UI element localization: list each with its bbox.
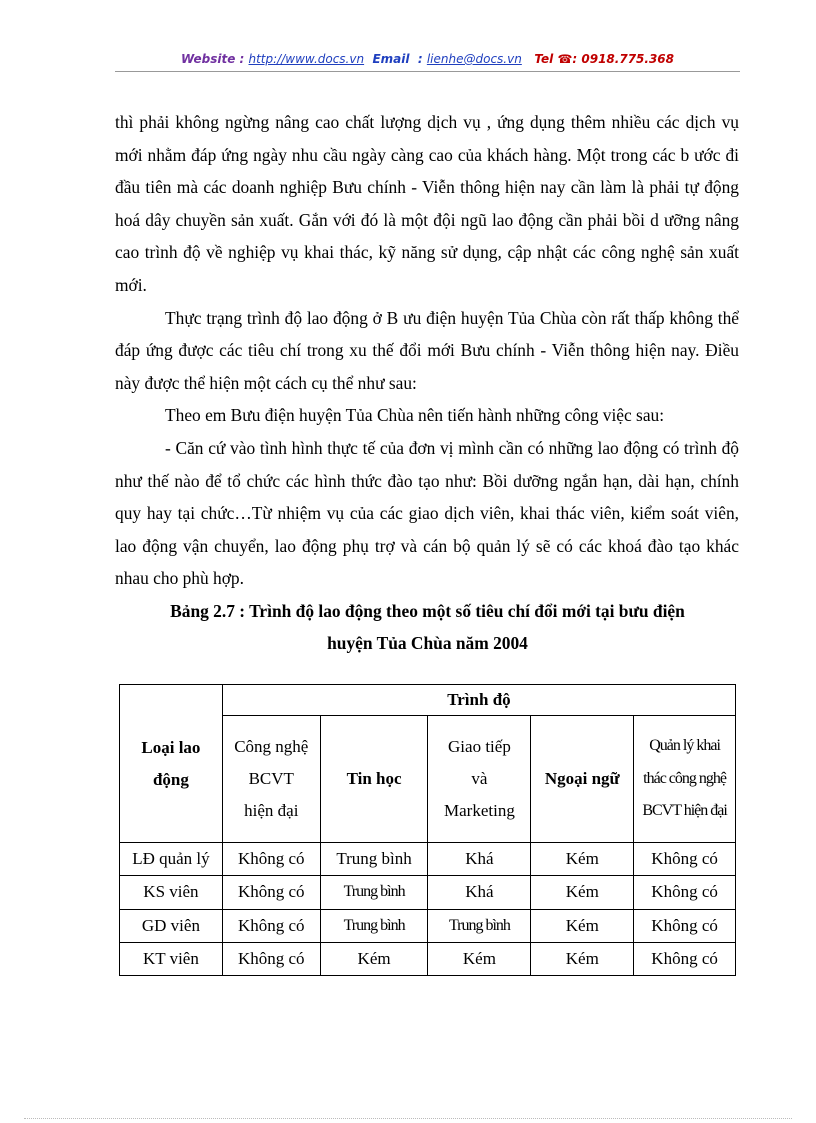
table-row-header: Loại lao động: [120, 685, 223, 843]
table-caption: [115, 595, 740, 659]
table-row: [120, 843, 736, 876]
table-cell: Trung bình: [428, 909, 531, 943]
page-bottom-border: [24, 1118, 792, 1119]
table-cell: Kém: [531, 909, 634, 943]
table-row: [120, 909, 736, 943]
paragraph-2: Thực trạng trình độ lao động ở B ưu điện huyện Tủa Chùa còn rất thấp không thể đáp ứng được các tiêu chí trong xu thế đổi mới Bưu chính - Viễn thông hiện nay. Điều này được thể hiện một cách cụ thể như sau:: [115, 307, 739, 393]
body-text: [115, 106, 739, 595]
table-cell: Khá: [428, 876, 531, 910]
table-row: [120, 876, 736, 910]
table-cell: Trung bình: [320, 876, 428, 910]
table-cell: Trung bình: [320, 909, 428, 943]
tel-value: : 0918.775.368: [572, 52, 674, 66]
table-cell: Không có: [634, 843, 736, 876]
table-cell: KT viên: [120, 943, 223, 976]
email-link[interactable]: lienhe@docs.vn: [426, 52, 522, 66]
table-cell: LĐ quản lý: [120, 843, 223, 876]
tel-label: Tel: [534, 52, 554, 66]
table-cell: Không có: [634, 909, 736, 943]
table-group-header: Trình độ: [222, 685, 735, 716]
email-separator: :: [417, 52, 423, 66]
table-cell: GD viên: [120, 909, 223, 943]
website-label: Website :: [181, 52, 245, 66]
table-caption-line-1: Bảng 2.7 : Trình độ lao động theo một số tiêu chí đổi mới tại bưu điện: [170, 601, 685, 621]
column-header: Ngoại ngữ: [531, 716, 634, 843]
table-cell: KS viên: [120, 876, 223, 910]
table-cell: Kém: [428, 943, 531, 976]
table-cell: Không có: [222, 943, 320, 976]
table-cell: Không có: [634, 876, 736, 910]
table-cell: Không có: [222, 909, 320, 943]
table-cell: Không có: [222, 843, 320, 876]
table-row: [120, 943, 736, 976]
column-header: Quản lý khai thác công nghệ BCVT hiện đại: [634, 716, 736, 843]
page-header: [115, 52, 740, 66]
table-cell: Kém: [531, 876, 634, 910]
paragraph-1: thì phải không ngừng nâng cao chất lượng dịch vụ , ứng dụng thêm nhiều các dịch vụ mới nhằm đáp ứng ngày nhu cầu ngày càng cao của khách hàng. Một trong các b ước đi đầu tiên mà các doanh nghiệp Bưu chính - Viễn thông hiện nay cần làm là phải tự động hoá dây chuyền sản xuất. Gắn với đó là một đội ngũ lao động cần phải bồi d ưỡng nâng cao trình độ về nghiệp vụ khai thác, kỹ năng sử dụng, cập nhật các công nghệ sản xuất mới.: [115, 112, 739, 295]
paragraph-3: Theo em Bưu điện huyện Tủa Chùa nên tiến hành những công việc sau:: [165, 405, 665, 426]
website-link[interactable]: http://www.docs.vn: [248, 52, 365, 66]
table-cell: Không có: [634, 943, 736, 976]
email-label: Email: [372, 52, 410, 66]
paragraph-4: - Căn cứ vào tình hình thực tế của đơn vị mình cần có những lao động có trình độ như thế nào để tổ chức các hình thức đào tạo như: Bồi dưỡng ngắn hạn, dài hạn, chính quy hay tại chức…Từ nhiệm vụ của các giao dịch viên, khai thác viên, kiểm soát viên, lao động vận chuyển, lao động phụ trợ và cán bộ quản lý sẽ có các khoá đào tạo khác nhau cho phù hợp.: [115, 437, 739, 589]
skill-level-table: [119, 684, 736, 976]
phone-icon: ☎: [557, 52, 573, 66]
column-header: Tin học: [320, 716, 428, 843]
table-caption-line-2: huyện Tủa Chùa năm 2004: [327, 633, 528, 653]
table-cell: Không có: [222, 876, 320, 910]
table-cell: Trung bình: [320, 843, 428, 876]
header-divider: [115, 71, 740, 72]
table-cell: Kém: [531, 843, 634, 876]
column-header: Công nghệ BCVT hiện đại: [222, 716, 320, 843]
table-cell: Khá: [428, 843, 531, 876]
table-cell: Kém: [320, 943, 428, 976]
table-cell: Kém: [531, 943, 634, 976]
column-header: Giao tiếp và Marketing: [428, 716, 531, 843]
